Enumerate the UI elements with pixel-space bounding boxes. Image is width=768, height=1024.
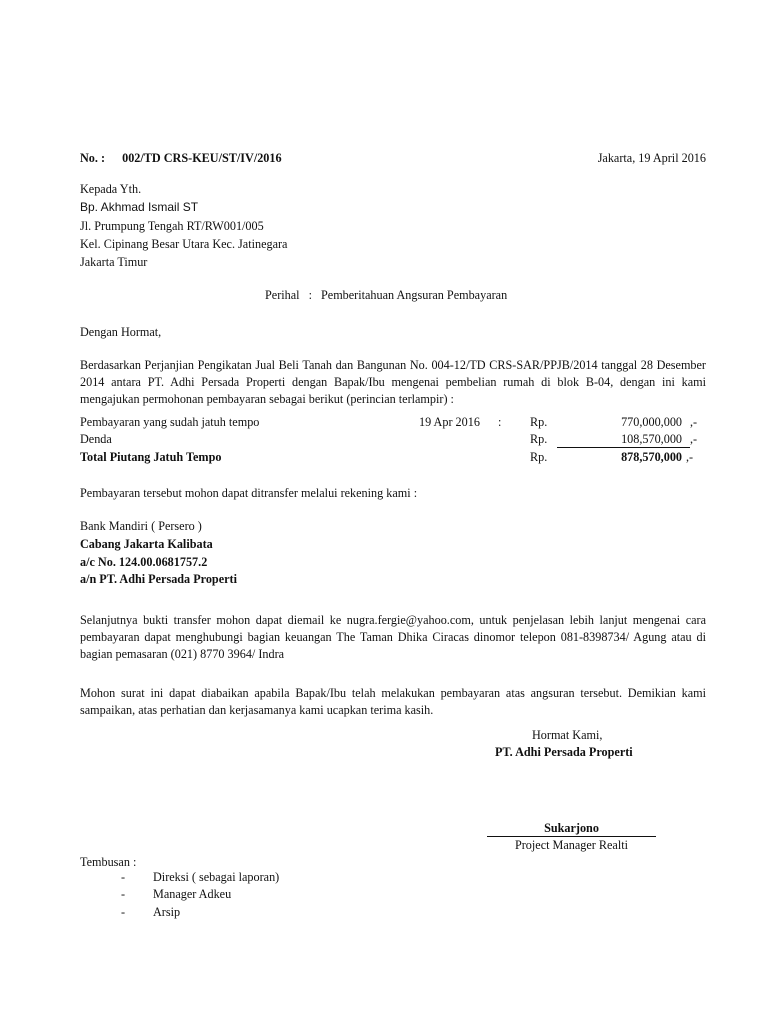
bank-branch: Cabang Jakarta Kalibata xyxy=(80,537,213,551)
opening-salutation: Dengan Hormat, xyxy=(80,325,162,339)
payment-currency: Rp. xyxy=(530,415,548,429)
bank-account-number: a/c No. 124.00.0681757.2 xyxy=(80,555,208,569)
transfer-note: Pembayaran tersebut mohon dapat ditransfer melalui rekening kami : xyxy=(80,486,418,500)
closing-paragraph: Mohon surat ini dapat diabaikan apabila Bapak/Ibu telah melakukan pembayaran atas angsuran tersebut. Demikian kami sampaikan, atas perhatian dan kerjasamanya kami ucapkan terima kasih. xyxy=(80,686,706,717)
letter-number-label: No. : xyxy=(80,151,106,165)
cc-label: Tembusan : xyxy=(80,855,137,869)
cc-list-item xyxy=(121,886,232,903)
bank-name: Bank Mandiri ( Persero ) xyxy=(80,519,202,533)
payment-amount: 108,570,000 xyxy=(621,432,682,446)
letter-number-value: 002/TD CRS-KEU/ST/IV/2016 xyxy=(122,151,282,165)
recipient-greeting: Kepada Yth. xyxy=(80,182,142,196)
cc-item-text: Direksi ( sebagai laporan) xyxy=(153,870,280,884)
payment-total-row xyxy=(80,449,706,466)
recipient-address-2: Kel. Cipinang Besar Utara Kec. Jatinegara xyxy=(80,237,288,251)
followup-paragraph: Selanjutnya bukti transfer mohon dapat diemail ke nugra.fergie@yahoo.com, untuk penjelasan lebih lanjut mengenai cara pembayaran dapat menghubungi bagian keuangan The Taman Dhika Ciracas dinomor telepon 081-8398734/ Agung atau di bagian pemasaran (021) 8770 3964/ Indra xyxy=(80,613,706,661)
payment-label: Denda xyxy=(80,432,112,446)
cc-bullet: - xyxy=(121,905,126,919)
payment-total-suffix: ,- xyxy=(686,450,694,464)
recipient-address-3: Jakarta Timur xyxy=(80,255,148,269)
payment-row xyxy=(80,414,706,431)
payment-date: 19 Apr 2016 xyxy=(419,415,480,429)
payment-total-currency: Rp. xyxy=(530,450,548,464)
subject-value: Pemberitahuan Angsuran Pembayaran xyxy=(321,288,508,302)
signer-name: Sukarjono xyxy=(544,821,599,835)
signature-salutation: Hormat Kami, xyxy=(532,728,603,742)
cc-list-item xyxy=(121,904,181,921)
signer-title: Project Manager Realti xyxy=(514,838,629,852)
cc-item-text: Manager Adkeu xyxy=(153,887,232,901)
payment-total-amount: 878,570,000 xyxy=(621,450,682,464)
payment-total-label: Total Piutang Jatuh Tempo xyxy=(80,450,222,464)
subject-label: Perihal xyxy=(265,288,300,302)
payment-amount: 770,000,000 xyxy=(621,415,682,429)
payment-label: Pembayaran yang sudah jatuh tempo xyxy=(80,415,260,429)
subject-line xyxy=(265,287,507,304)
recipient-address-1: Jl. Prumpung Tengah RT/RW001/005 xyxy=(80,219,264,233)
bank-account-holder: a/n PT. Adhi Persada Properti xyxy=(80,572,237,586)
intro-paragraph: Berdasarkan Perjanjian Pengikatan Jual Beli Tanah dan Bangunan No. 004-12/TD CRS-SAR/PPJB/2014 tanggal 28 Desember 2014 antara PT. Adhi Persada Properti dengan Bapak/Ibu mengenai pembelian rumah di blok B-04, dengan ini kami mengajukan permohonan pembayaran sebagai berikut (perincian terlampir) : xyxy=(80,358,706,406)
cc-bullet: - xyxy=(121,887,126,901)
place-date: Jakarta, 19 April 2016 xyxy=(597,151,706,165)
payment-row xyxy=(80,431,706,448)
subject-separator: : xyxy=(308,288,312,302)
payment-colon: : xyxy=(498,415,502,429)
letter-number xyxy=(80,150,282,167)
cc-list-item xyxy=(121,869,280,886)
payment-suffix: ,- xyxy=(690,415,698,429)
payment-currency: Rp. xyxy=(530,432,548,446)
cc-item-text: Arsip xyxy=(153,905,181,919)
sum-rule xyxy=(557,447,690,448)
cc-bullet: - xyxy=(121,870,126,884)
recipient-name: Bp. Akhmad Ismail ST xyxy=(80,200,199,214)
payment-suffix: ,- xyxy=(690,432,698,446)
signature-company: PT. Adhi Persada Properti xyxy=(495,745,633,759)
